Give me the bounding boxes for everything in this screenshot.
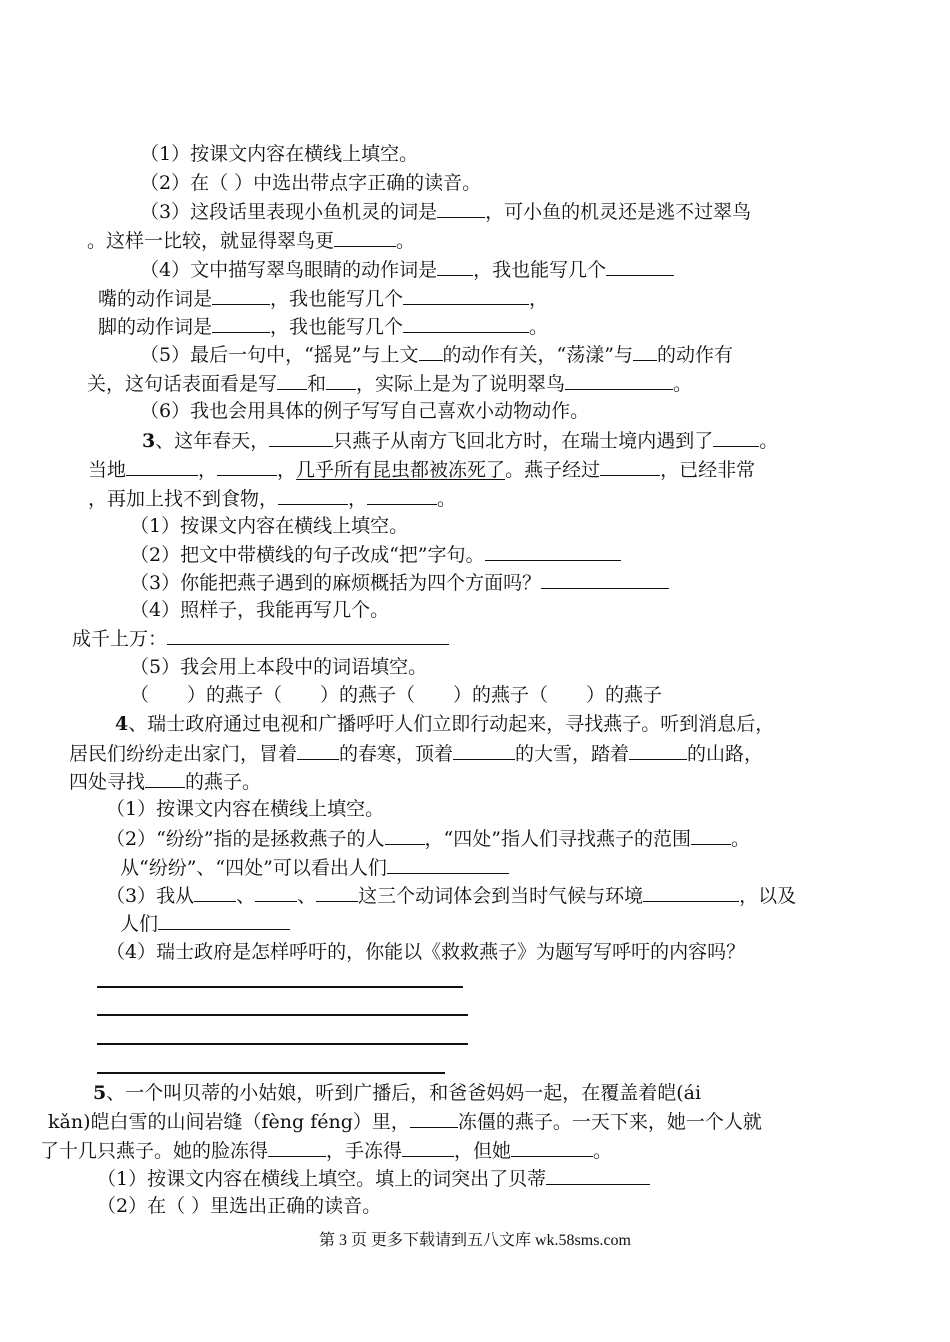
blank[interactable] xyxy=(541,569,669,589)
s2-q2: （2）在（ ）中选出带点字正确的读音。 xyxy=(140,172,482,194)
s5-p3: 了十几只燕子。她的脸冻得 ，手冻得 ，但她 。 xyxy=(40,1137,612,1164)
blank[interactable] xyxy=(633,341,657,361)
blank[interactable] xyxy=(713,427,759,447)
s5-q1: （1）按课文内容在横线上填空。填上的词突出了贝蒂 xyxy=(97,1165,650,1192)
blank[interactable] xyxy=(278,485,348,505)
blank[interactable] xyxy=(419,341,443,361)
blank[interactable] xyxy=(269,427,333,447)
s3-fill: （ ）的燕子（ ）的燕子（ ）的燕子（ ）的燕子 xyxy=(130,684,663,706)
s2-q4: （4）文中描写翠鸟眼睛的动作词是 ，我也能写几个 xyxy=(140,256,674,283)
blank[interactable] xyxy=(217,456,277,476)
blank[interactable] xyxy=(691,825,731,845)
s4-q2-cont: 从“纷纷”、“四处”可以看出人们 xyxy=(120,854,509,881)
s5-q2: （2）在（ ）里选出正确的读音。 xyxy=(97,1195,382,1217)
blank[interactable] xyxy=(212,285,270,305)
blank[interactable] xyxy=(255,882,297,902)
blank[interactable] xyxy=(565,370,673,390)
blank[interactable] xyxy=(403,285,529,305)
blank[interactable] xyxy=(167,625,449,645)
s3-p2: 当地 ， ，几乎所有昆虫都被冻死了。燕子经过 ，已经非常 xyxy=(88,456,755,483)
blank[interactable] xyxy=(410,1108,458,1128)
writing-line[interactable] xyxy=(97,1043,468,1045)
blank[interactable] xyxy=(334,227,396,247)
blank[interactable] xyxy=(326,370,356,390)
s3-q5: （5）我会用上本段中的词语填空。 xyxy=(130,656,428,678)
blank[interactable] xyxy=(402,1137,454,1157)
s2-q1: （1）按课文内容在横线上填空。 xyxy=(140,143,419,165)
s2-q6: （6）我也会用具体的例子写写自己喜欢小动物动作。 xyxy=(140,400,590,422)
s2-q5-cont: 关，这句话表面看是写 和 ，实际上是为了说明翠鸟 。 xyxy=(87,370,692,397)
blank[interactable] xyxy=(145,768,185,788)
s3-example: 成千上万： xyxy=(72,625,449,652)
s3-q2: （2）把文中带横线的句子改成“把”字句。 xyxy=(130,541,621,568)
s3-p3: ，再加上找不到食物， ， 。 xyxy=(88,485,456,512)
s4-q1: （1）按课文内容在横线上填空。 xyxy=(106,798,385,820)
s4-q4: （4）瑞士政府是怎样呼吁的，你能以《救救燕子》为题写写呼吁的内容吗？ xyxy=(106,941,746,963)
s4-p3: 四处寻找 的燕子。 xyxy=(69,768,261,795)
s4-p2: 居民们纷纷走出家门，冒着 的春寒，顶着 的大雪，踏着 的山路， xyxy=(69,740,763,767)
blank[interactable] xyxy=(277,370,307,390)
s3-q3: （3）你能把燕子遇到的麻烦概括为四个方面吗？ xyxy=(130,569,669,596)
blank[interactable] xyxy=(606,256,674,276)
s4-q3-cont: 人们 xyxy=(120,910,290,937)
s2-q3-cont: 。这样一比较，就显得翠鸟更 。 xyxy=(87,227,415,254)
s4-p1: 4、瑞士政府通过电视和广播呼吁人们立即行动起来，寻找燕子。听到消息后， xyxy=(115,713,775,735)
writing-line[interactable] xyxy=(97,986,463,988)
s4-q2: （2）“纷纷”指的是拯救燕子的人 ，“四处”指人们寻找燕子的范围 。 xyxy=(106,825,750,852)
s2-q3: （3）这段话里表现小鱼机灵的词是 ，可小鱼的机灵还是逃不过翠鸟 xyxy=(140,198,751,225)
blank[interactable] xyxy=(316,882,358,902)
blank[interactable] xyxy=(485,541,621,561)
blank[interactable] xyxy=(453,740,515,760)
blank[interactable] xyxy=(268,1137,326,1157)
s2-q5: （5）最后一句中，“摇晃”与上文 的动作有关，“荡漾”与 的动作有 xyxy=(140,341,733,368)
blank[interactable] xyxy=(212,313,270,333)
blank[interactable] xyxy=(194,882,236,902)
s2-q4-feet: 脚的动作词是 ，我也能写几个 。 xyxy=(98,313,548,340)
s5-p1: 5、一个叫贝蒂的小姑娘，听到广播后，和爸爸妈妈一起，在覆盖着皑(ái xyxy=(93,1082,702,1104)
blank[interactable] xyxy=(385,825,425,845)
blank[interactable] xyxy=(546,1165,650,1185)
blank[interactable] xyxy=(403,313,529,333)
blank[interactable] xyxy=(158,910,290,930)
blank[interactable] xyxy=(629,740,687,760)
blank[interactable] xyxy=(297,740,339,760)
blank[interactable] xyxy=(367,485,437,505)
blank[interactable] xyxy=(437,198,485,218)
blank[interactable] xyxy=(643,882,739,902)
blank[interactable] xyxy=(387,854,509,874)
s3-q4: （4）照样子，我能再写几个。 xyxy=(130,599,390,621)
writing-line[interactable] xyxy=(97,1072,445,1074)
s2-q4-mouth: 嘴的动作词是 ，我也能写几个 ， xyxy=(98,285,548,312)
s4-q3: （3）我从 、 、 这三个动词体会到当时气候与环境 ，以及 xyxy=(106,882,796,909)
s3-q1: （1）按课文内容在横线上填空。 xyxy=(130,515,409,537)
underlined-sentence: 几乎所有昆虫都被冻死了 xyxy=(296,459,506,481)
blank[interactable] xyxy=(511,1137,593,1157)
page-footer: 第 3 页 更多下载请到五八文库 wk.58sms.com xyxy=(318,1232,631,1249)
s5-p2: kǎn)皑白雪的山间岩缝（fèng féng）里， 冻僵的燕子。一天下来，她一个人就 xyxy=(48,1108,762,1135)
s3-p1: 3、这年春天， 只燕子从南方飞回北方时，在瑞士境内遇到了 。 xyxy=(142,427,778,454)
blank[interactable] xyxy=(126,456,198,476)
writing-line[interactable] xyxy=(97,1014,468,1016)
blank[interactable] xyxy=(437,256,473,276)
blank[interactable] xyxy=(600,456,660,476)
